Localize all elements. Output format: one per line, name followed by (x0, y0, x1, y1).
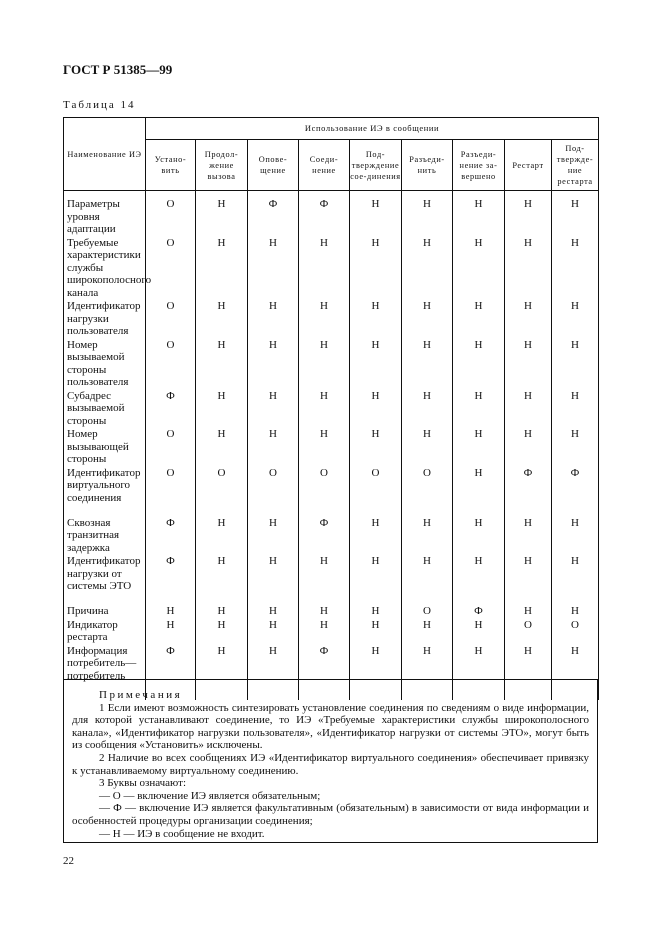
row-value: Н (505, 338, 552, 389)
row-value: Н (505, 427, 552, 466)
row-value: О (146, 299, 196, 338)
row-value: Н (402, 644, 453, 701)
row-value: Н (299, 338, 350, 389)
row-name: Сквозная транзитная задержка (64, 516, 146, 555)
row-value: Н (350, 236, 402, 300)
row-value: Н (196, 299, 248, 338)
note-item: — Ф — включение ИЭ является факультативным (обязательным) в зависимости от вида информации и особенностей процедуры организации соединения; (72, 802, 589, 827)
row-value: Н (505, 604, 552, 618)
row-value: Н (248, 644, 299, 701)
note-item: 3 Буквы означают: (99, 777, 186, 790)
row-value: Н (552, 338, 599, 389)
row-value: Н (350, 554, 402, 604)
row-value: Н (402, 618, 453, 644)
row-value: Н (453, 618, 505, 644)
row-value: Н (248, 338, 299, 389)
row-value: Н (350, 427, 402, 466)
row-value: Н (453, 644, 505, 701)
row-value: Н (248, 389, 299, 428)
row-value: Н (196, 427, 248, 466)
row-value: Н (299, 604, 350, 618)
row-value: Н (552, 191, 599, 236)
row-value: Н (552, 427, 599, 466)
row-name: Идентификатор нагрузки от системы ЭТО (64, 554, 146, 604)
row-value: Н (453, 338, 505, 389)
table-row (64, 191, 599, 236)
table-row (64, 389, 599, 428)
page-number: 22 (63, 855, 74, 867)
row-value: Н (196, 236, 248, 300)
row-value: Н (248, 554, 299, 604)
row-value: Н (350, 389, 402, 428)
row-value: Н (505, 191, 552, 236)
table-row (64, 338, 599, 389)
header-column: Под-твержде-ние рестарта (552, 140, 599, 191)
row-value: Н (402, 427, 453, 466)
row-name: Номер вызывающей стороны (64, 427, 146, 466)
row-value: Н (299, 236, 350, 300)
row-value: Н (196, 338, 248, 389)
row-value: Н (453, 516, 505, 555)
row-value: Н (453, 427, 505, 466)
row-value: О (248, 466, 299, 516)
row-value: О (402, 604, 453, 618)
header-column: Продол-жение вызова (196, 140, 248, 191)
row-value: О (146, 191, 196, 236)
row-value: Н (350, 516, 402, 555)
table-row (64, 427, 599, 466)
row-value: Н (350, 644, 402, 701)
row-value: Н (248, 236, 299, 300)
row-value: Н (350, 618, 402, 644)
row-value: Н (402, 299, 453, 338)
row-value: Н (402, 516, 453, 555)
row-name: Субадрес вызываемой стороны (64, 389, 146, 428)
table-caption: Таблица 14 (63, 99, 136, 111)
row-value: Н (453, 466, 505, 516)
row-value: Н (350, 338, 402, 389)
row-value: Н (248, 299, 299, 338)
table-row (64, 236, 599, 300)
row-name: Требуемые характеристики службы широкополосного канала (64, 236, 146, 300)
row-value: Ф (453, 604, 505, 618)
row-value: О (146, 427, 196, 466)
row-value: Ф (552, 466, 599, 516)
row-value: О (402, 466, 453, 516)
row-value: О (146, 338, 196, 389)
row-value: Н (299, 389, 350, 428)
row-value: Н (453, 191, 505, 236)
row-value: О (299, 466, 350, 516)
document-title: ГОСТ Р 51385—99 (63, 62, 173, 77)
row-name: Идентификатор виртуального соединения (64, 466, 146, 516)
row-value: Н (196, 604, 248, 618)
row-value: О (552, 618, 599, 644)
row-value: Н (299, 554, 350, 604)
row-value: Н (505, 516, 552, 555)
table-row (64, 618, 599, 644)
row-value: Н (196, 554, 248, 604)
row-value: Н (552, 644, 599, 701)
header-column: Рестарт (505, 140, 552, 191)
row-value: Н (453, 389, 505, 428)
row-value: О (505, 618, 552, 644)
row-value: Н (505, 644, 552, 701)
row-value: Н (402, 554, 453, 604)
row-value: Н (505, 299, 552, 338)
row-value: О (350, 466, 402, 516)
row-value: Н (196, 516, 248, 555)
row-value: О (146, 466, 196, 516)
row-name: Параметры уровня адаптации (64, 191, 146, 236)
row-value: Н (505, 389, 552, 428)
note-item: — Н — ИЭ в сообщение не входит. (99, 827, 265, 840)
row-name: Номер вызываемой стороны пользователя (64, 338, 146, 389)
note-item: 2 Наличие во всех сообщениях ИЭ «Идентификатор виртуального соединения» обеспечивает привязку к устанавливаемому виртуальному соединению. (72, 751, 589, 777)
row-value: Н (505, 236, 552, 300)
header-column: Опове-щение (248, 140, 299, 191)
row-value: Н (552, 604, 599, 618)
header-name-column: Наименование ИЭ (64, 118, 146, 191)
row-value: Н (505, 554, 552, 604)
table-row (64, 466, 599, 516)
table-row (64, 604, 599, 618)
header-column: Устано-вить (146, 140, 196, 191)
row-value: Н (453, 299, 505, 338)
row-value: Ф (146, 516, 196, 555)
row-value: Н (146, 604, 196, 618)
row-value: Н (552, 236, 599, 300)
row-value: Ф (505, 466, 552, 516)
row-value: Н (146, 618, 196, 644)
row-value: Ф (299, 191, 350, 236)
row-value: Н (196, 644, 248, 701)
row-value: Н (552, 516, 599, 555)
row-name: Информация потребитель—потребитель (64, 644, 146, 701)
row-value: Н (248, 618, 299, 644)
row-value: Ф (299, 644, 350, 701)
row-value: Н (248, 604, 299, 618)
table-row (64, 554, 599, 604)
row-value: Н (402, 236, 453, 300)
header-column: Разъеди-нение за-вершено (453, 140, 505, 191)
note-item: — О — включение ИЭ является обязательным; (99, 789, 321, 802)
row-value: Н (196, 191, 248, 236)
header-column: Разъеди-нить (402, 140, 453, 191)
row-value: Ф (299, 516, 350, 555)
row-value: Н (299, 427, 350, 466)
row-value: Н (196, 618, 248, 644)
row-value: О (146, 236, 196, 300)
row-name: Причина (64, 604, 146, 618)
notes-box (63, 679, 598, 843)
row-name: Индикатор рестарта (64, 618, 146, 644)
row-value: Н (453, 236, 505, 300)
row-value: Н (350, 191, 402, 236)
row-value: Ф (248, 191, 299, 236)
header-column: Под-тверждение сое-динения (350, 140, 402, 191)
row-value: Ф (146, 554, 196, 604)
ie-usage-table (63, 117, 599, 700)
row-name: Идентификатор нагрузки пользователя (64, 299, 146, 338)
row-value: Н (552, 554, 599, 604)
header-column: Соеди-нение (299, 140, 350, 191)
row-value: Н (453, 554, 505, 604)
row-value: О (196, 466, 248, 516)
row-value: Ф (146, 389, 196, 428)
row-value: Н (350, 604, 402, 618)
table-row (64, 516, 599, 555)
row-value: Н (402, 191, 453, 236)
row-value: Н (248, 516, 299, 555)
row-value: Н (299, 299, 350, 338)
row-value: Н (552, 389, 599, 428)
row-value: Н (196, 389, 248, 428)
row-value: Н (402, 389, 453, 428)
row-value: Н (402, 338, 453, 389)
row-value: Ф (146, 644, 196, 701)
table-row (64, 299, 599, 338)
row-value: Н (299, 618, 350, 644)
row-value: Н (248, 427, 299, 466)
row-value: Н (552, 299, 599, 338)
note-item: 1 Если имеют возможность синтезировать установление соединения по сведениям о виде информации, для которой устанавливают соединение, то ИЭ «Требуемые характеристики службы широкополосного канала», «Идентификатор нагрузки пользователя», «Идентификатор нагрузки от системы ЭТО», могут быть из сообщения «Установить» исключены. (72, 701, 589, 752)
row-value: Н (350, 299, 402, 338)
header-group: Использование ИЭ в сообщении (146, 118, 599, 140)
notes-heading: Примечания (99, 689, 183, 701)
